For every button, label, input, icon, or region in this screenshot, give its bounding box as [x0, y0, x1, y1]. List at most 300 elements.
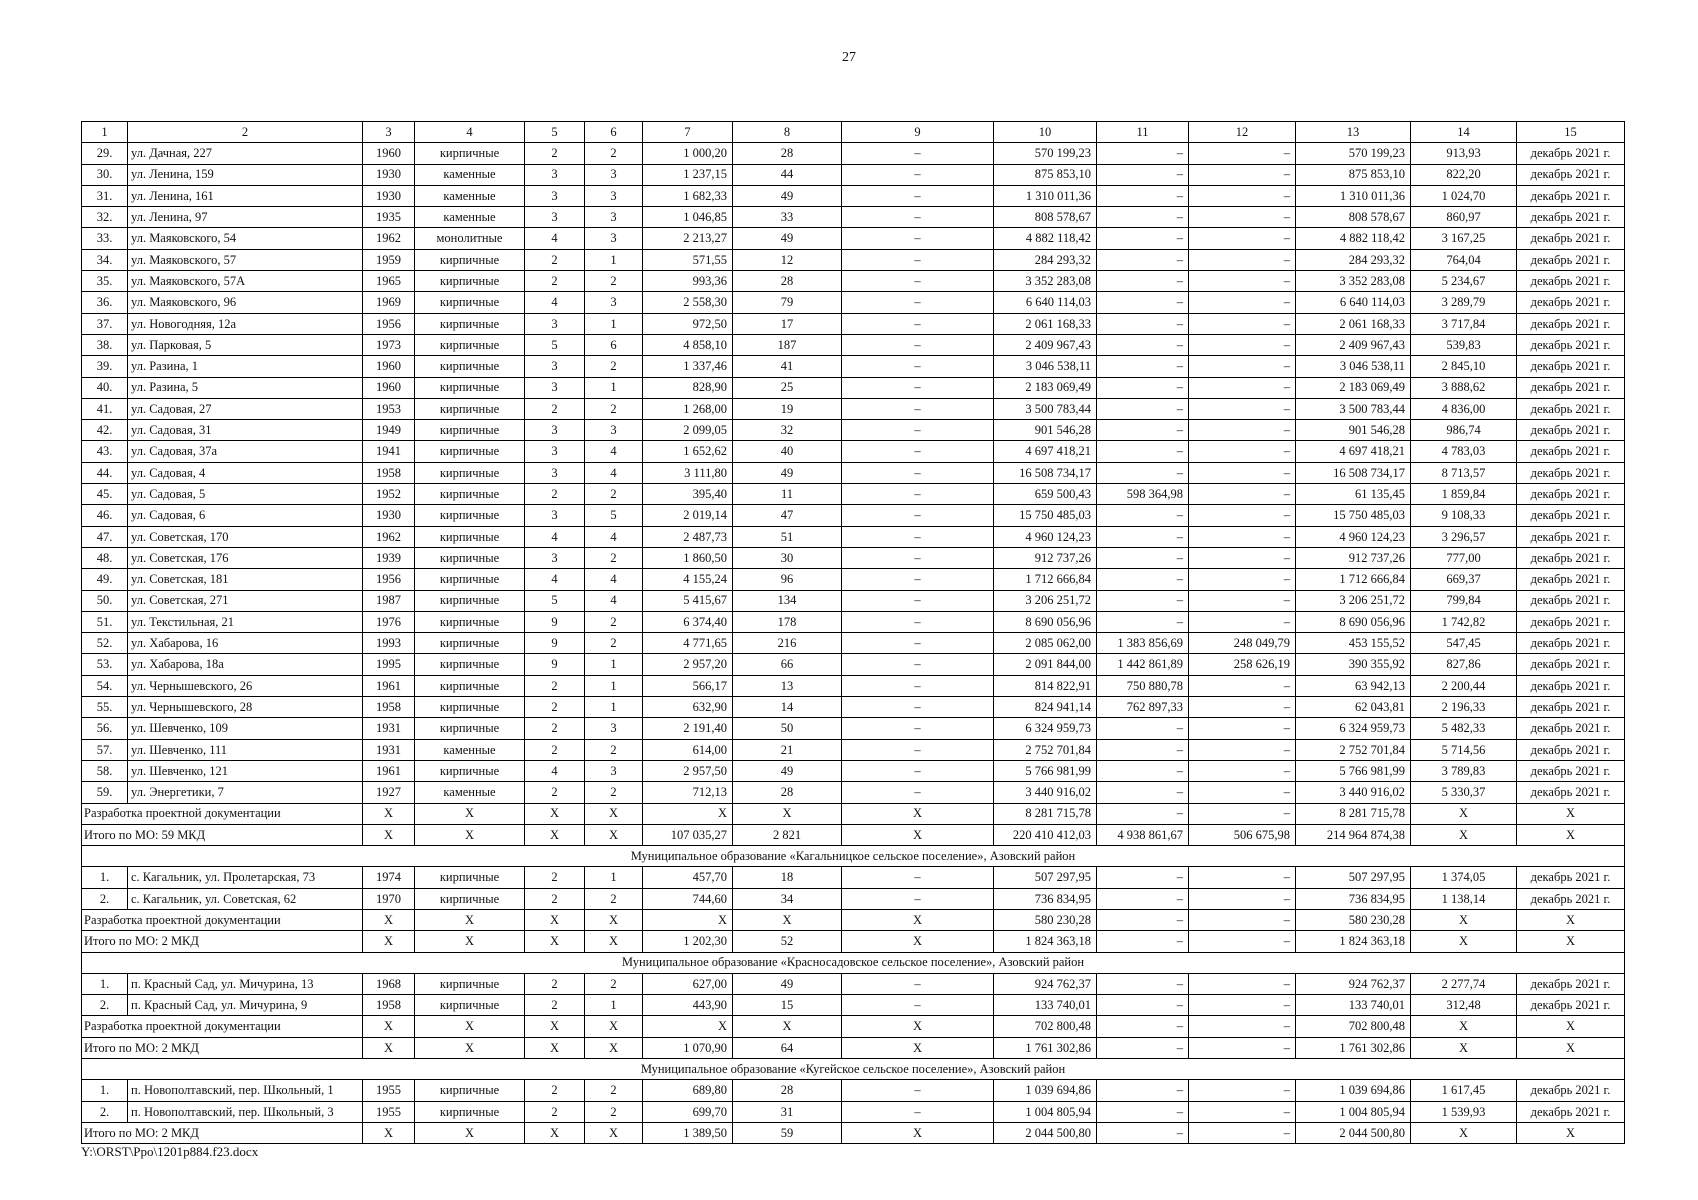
cell-col11: –	[1097, 143, 1189, 164]
cell-address: ул. Советская, 170	[128, 526, 363, 547]
cell-col13: 6 640 114,03	[1296, 292, 1411, 313]
cell-entrances: 2	[585, 547, 643, 568]
cell-address: ул. Парковая, 5	[128, 334, 363, 355]
cell-col12: –	[1189, 334, 1296, 355]
cell-unit-cost: 777,00	[1411, 547, 1517, 568]
cell-address: п. Новополтавский, пер. Школьный, 3	[128, 1101, 363, 1122]
cell-col12: –	[1189, 931, 1296, 952]
cell-residents: 178	[733, 611, 842, 632]
cell-col9: X	[842, 824, 994, 845]
cell-entrances: 3	[585, 718, 643, 739]
cell-material: каменные	[415, 207, 525, 228]
cell-col9: –	[842, 1080, 994, 1101]
cell-unit-cost: 822,20	[1411, 164, 1517, 185]
cell-col9: X	[842, 1016, 994, 1037]
table-row	[82, 739, 1625, 760]
cell-col9: X	[842, 803, 994, 824]
cell-address: ул. Ленина, 161	[128, 185, 363, 206]
cell-area: 2 487,73	[643, 526, 733, 547]
cell-col11: –	[1097, 1080, 1189, 1101]
cell-area: 712,13	[643, 782, 733, 803]
cell-col9: –	[842, 633, 994, 654]
cell-entrances: 5	[585, 505, 643, 526]
table-row	[82, 207, 1625, 228]
cell-deadline: декабрь 2021 г.	[1517, 995, 1625, 1016]
cell-unit-cost: 5 330,37	[1411, 782, 1517, 803]
cell-total-cost: 4 697 418,21	[994, 441, 1097, 462]
cell-material: кирпичные	[415, 334, 525, 355]
cell-col11: –	[1097, 931, 1189, 952]
cell-col13: 924 762,37	[1296, 973, 1411, 994]
cell-area: 395,40	[643, 484, 733, 505]
cell-col13: 2 183 069,49	[1296, 377, 1411, 398]
cell-num: 51.	[82, 611, 128, 632]
cell-entrances: 1	[585, 377, 643, 398]
cell-material: кирпичные	[415, 462, 525, 483]
cell-residents: 18	[733, 867, 842, 888]
cell-col11: –	[1097, 313, 1189, 334]
cell-area: 107 035,27	[643, 824, 733, 845]
cell-material: X	[415, 803, 525, 824]
summary-row	[82, 1016, 1625, 1037]
cell-year: 1930	[363, 164, 415, 185]
cell-residents: 96	[733, 569, 842, 590]
cell-residents: 64	[733, 1037, 842, 1058]
cell-unit-cost: 1 138,14	[1411, 888, 1517, 909]
cell-col13: 6 324 959,73	[1296, 718, 1411, 739]
cell-residents: 15	[733, 995, 842, 1016]
summary-label: Разработка проектной документации	[82, 909, 363, 930]
cell-col11: –	[1097, 249, 1189, 270]
cell-num: 43.	[82, 441, 128, 462]
cell-residents: 49	[733, 973, 842, 994]
cell-total-cost: 1 761 302,86	[994, 1037, 1097, 1058]
cell-col12: –	[1189, 143, 1296, 164]
cell-num: 59.	[82, 782, 128, 803]
cell-material: кирпичные	[415, 356, 525, 377]
cell-unit-cost: 3 296,57	[1411, 526, 1517, 547]
cell-col9: –	[842, 143, 994, 164]
cell-material: кирпичные	[415, 590, 525, 611]
cell-residents: 34	[733, 888, 842, 909]
summary-row	[82, 909, 1625, 930]
cell-col12: –	[1189, 718, 1296, 739]
cell-col9: –	[842, 249, 994, 270]
cell-total-cost: 924 762,37	[994, 973, 1097, 994]
cell-total-cost: 3 206 251,72	[994, 590, 1097, 611]
cell-col9: –	[842, 995, 994, 1016]
section-title: Муниципальное образование «Кагальницкое сельское поселение», Азовский район	[82, 846, 1625, 867]
cell-col11: –	[1097, 590, 1189, 611]
cell-deadline: X	[1517, 1016, 1625, 1037]
cell-unit-cost: X	[1411, 909, 1517, 930]
section-title: Муниципальное образование «Красносадовское сельское поселение», Азовский район	[82, 952, 1625, 973]
cell-col13: 901 546,28	[1296, 420, 1411, 441]
cell-col9: –	[842, 760, 994, 781]
cell-deadline: декабрь 2021 г.	[1517, 782, 1625, 803]
cell-material: кирпичные	[415, 611, 525, 632]
cell-floors: 2	[525, 718, 585, 739]
cell-deadline: X	[1517, 1037, 1625, 1058]
cell-year: 1960	[363, 143, 415, 164]
cell-unit-cost: 8 713,57	[1411, 462, 1517, 483]
table-row	[82, 718, 1625, 739]
cell-col13: 4 882 118,42	[1296, 228, 1411, 249]
cell-unit-cost: 3 289,79	[1411, 292, 1517, 313]
cell-total-cost: 3 440 916,02	[994, 782, 1097, 803]
column-header-6: 6	[585, 122, 643, 143]
cell-deadline: декабрь 2021 г.	[1517, 1101, 1625, 1122]
cell-col11: –	[1097, 611, 1189, 632]
cell-year: X	[363, 824, 415, 845]
table-row	[82, 1101, 1625, 1122]
cell-unit-cost: 669,37	[1411, 569, 1517, 590]
cell-total-cost: 220 410 412,03	[994, 824, 1097, 845]
cell-total-cost: 1 310 011,36	[994, 185, 1097, 206]
cell-col9: –	[842, 547, 994, 568]
cell-col12: –	[1189, 547, 1296, 568]
cell-unit-cost: 312,48	[1411, 995, 1517, 1016]
cell-address: ул. Ленина, 97	[128, 207, 363, 228]
cell-num: 36.	[82, 292, 128, 313]
cell-address: ул. Садовая, 6	[128, 505, 363, 526]
cell-col12: –	[1189, 909, 1296, 930]
cell-col12: –	[1189, 377, 1296, 398]
cell-area: 699,70	[643, 1101, 733, 1122]
cell-deadline: декабрь 2021 г.	[1517, 185, 1625, 206]
cell-material: кирпичные	[415, 292, 525, 313]
cell-material: кирпичные	[415, 398, 525, 419]
cell-col12: –	[1189, 867, 1296, 888]
cell-residents: 31	[733, 1101, 842, 1122]
cell-floors: 2	[525, 1101, 585, 1122]
cell-deadline: декабрь 2021 г.	[1517, 228, 1625, 249]
cell-col9: –	[842, 334, 994, 355]
cell-col12: –	[1189, 888, 1296, 909]
summary-label: Итого по МО: 2 МКД	[82, 1037, 363, 1058]
cell-col13: 62 043,81	[1296, 697, 1411, 718]
cell-material: кирпичные	[415, 697, 525, 718]
cell-col12: –	[1189, 249, 1296, 270]
table-row	[82, 1080, 1625, 1101]
cell-col11: –	[1097, 782, 1189, 803]
cell-unit-cost: 1 024,70	[1411, 185, 1517, 206]
cell-address: ул. Маяковского, 54	[128, 228, 363, 249]
cell-area: 1 000,20	[643, 143, 733, 164]
cell-total-cost: 15 750 485,03	[994, 505, 1097, 526]
cell-floors: 4	[525, 760, 585, 781]
cell-address: ул. Хабарова, 16	[128, 633, 363, 654]
cell-unit-cost: 9 108,33	[1411, 505, 1517, 526]
cell-entrances: 1	[585, 249, 643, 270]
cell-col9: –	[842, 207, 994, 228]
cell-address: ул. Садовая, 31	[128, 420, 363, 441]
cell-year: 1958	[363, 995, 415, 1016]
cell-floors: 3	[525, 505, 585, 526]
cell-residents: 21	[733, 739, 842, 760]
cell-col11: –	[1097, 888, 1189, 909]
table-row	[82, 760, 1625, 781]
cell-col11: 1 383 856,69	[1097, 633, 1189, 654]
cell-entrances: 4	[585, 462, 643, 483]
cell-deadline: декабрь 2021 г.	[1517, 547, 1625, 568]
table-row	[82, 185, 1625, 206]
cell-col13: 63 942,13	[1296, 675, 1411, 696]
cell-entrances: 2	[585, 739, 643, 760]
cell-col11: –	[1097, 569, 1189, 590]
cell-deadline: декабрь 2021 г.	[1517, 633, 1625, 654]
cell-total-cost: 2 061 168,33	[994, 313, 1097, 334]
cell-num: 40.	[82, 377, 128, 398]
cell-col13: 570 199,23	[1296, 143, 1411, 164]
cell-entrances: 2	[585, 782, 643, 803]
cell-num: 57.	[82, 739, 128, 760]
cell-year: 1960	[363, 377, 415, 398]
table-row	[82, 164, 1625, 185]
cell-unit-cost: 1 539,93	[1411, 1101, 1517, 1122]
cell-unit-cost: 2 200,44	[1411, 675, 1517, 696]
cell-year: X	[363, 909, 415, 930]
cell-year: X	[363, 1016, 415, 1037]
cell-entrances: 2	[585, 888, 643, 909]
cell-deadline: X	[1517, 824, 1625, 845]
cell-floors: 2	[525, 782, 585, 803]
cell-col11: –	[1097, 526, 1189, 547]
cell-col9: X	[842, 1037, 994, 1058]
cell-col13: 5 766 981,99	[1296, 760, 1411, 781]
cell-residents: 25	[733, 377, 842, 398]
cell-material: X	[415, 1122, 525, 1143]
cell-entrances: 3	[585, 292, 643, 313]
cell-residents: 28	[733, 782, 842, 803]
cell-material: каменные	[415, 185, 525, 206]
cell-residents: 19	[733, 398, 842, 419]
cell-floors: 2	[525, 995, 585, 1016]
cell-col9: –	[842, 697, 994, 718]
cell-col12: –	[1189, 973, 1296, 994]
cell-entrances: 2	[585, 973, 643, 994]
section-header-row	[82, 1059, 1625, 1080]
cell-area: 828,90	[643, 377, 733, 398]
cell-area: 5 415,67	[643, 590, 733, 611]
cell-deadline: декабрь 2021 г.	[1517, 654, 1625, 675]
cell-col11: –	[1097, 909, 1189, 930]
cell-col12: 248 049,79	[1189, 633, 1296, 654]
cell-floors: 3	[525, 164, 585, 185]
cell-unit-cost: 4 836,00	[1411, 398, 1517, 419]
cell-address: ул. Шевченко, 109	[128, 718, 363, 739]
cell-year: X	[363, 1037, 415, 1058]
cell-entrances: 2	[585, 271, 643, 292]
cell-floors: 2	[525, 867, 585, 888]
cell-deadline: декабрь 2021 г.	[1517, 292, 1625, 313]
cell-deadline: декабрь 2021 г.	[1517, 569, 1625, 590]
cell-area: 6 374,40	[643, 611, 733, 632]
cell-col12: –	[1189, 228, 1296, 249]
cell-total-cost: 284 293,32	[994, 249, 1097, 270]
cell-area: 2 191,40	[643, 718, 733, 739]
cell-year: 1952	[363, 484, 415, 505]
cell-year: 1956	[363, 569, 415, 590]
cell-col12: –	[1189, 462, 1296, 483]
summary-label: Итого по МО: 59 МКД	[82, 824, 363, 845]
cell-col11: –	[1097, 356, 1189, 377]
cell-unit-cost: 764,04	[1411, 249, 1517, 270]
cell-address: ул. Маяковского, 57А	[128, 271, 363, 292]
cell-col9: –	[842, 313, 994, 334]
summary-label: Итого по МО: 2 МКД	[82, 1122, 363, 1143]
cell-total-cost: 2 085 062,00	[994, 633, 1097, 654]
cell-col9: X	[842, 931, 994, 952]
cell-col12: –	[1189, 590, 1296, 611]
cell-material: кирпичные	[415, 249, 525, 270]
cell-residents: 79	[733, 292, 842, 313]
cell-year: 1927	[363, 782, 415, 803]
cell-material: кирпичные	[415, 441, 525, 462]
cell-year: 1956	[363, 313, 415, 334]
cell-residents: 216	[733, 633, 842, 654]
cell-col12: –	[1189, 760, 1296, 781]
cell-col11: –	[1097, 185, 1189, 206]
cell-entrances: 2	[585, 1101, 643, 1122]
cell-deadline: декабрь 2021 г.	[1517, 334, 1625, 355]
cell-unit-cost: 547,45	[1411, 633, 1517, 654]
cell-entrances: 2	[585, 398, 643, 419]
cell-entrances: X	[585, 803, 643, 824]
cell-entrances: 4	[585, 590, 643, 611]
cell-num: 34.	[82, 249, 128, 270]
cell-total-cost: 1 004 805,94	[994, 1101, 1097, 1122]
cell-material: кирпичные	[415, 505, 525, 526]
table-row	[82, 590, 1625, 611]
cell-area: 4 155,24	[643, 569, 733, 590]
cell-col13: 1 761 302,86	[1296, 1037, 1411, 1058]
cell-area: 2 213,27	[643, 228, 733, 249]
cell-year: X	[363, 931, 415, 952]
cell-floors: 2	[525, 973, 585, 994]
cell-unit-cost: 986,74	[1411, 420, 1517, 441]
cell-num: 58.	[82, 760, 128, 781]
cell-material: кирпичные	[415, 654, 525, 675]
cell-deadline: декабрь 2021 г.	[1517, 888, 1625, 909]
cell-address: ул. Советская, 176	[128, 547, 363, 568]
cell-address: ул. Шевченко, 111	[128, 739, 363, 760]
cell-material: кирпичные	[415, 995, 525, 1016]
cell-floors: 3	[525, 185, 585, 206]
cell-col9: –	[842, 867, 994, 888]
cell-year: 1961	[363, 760, 415, 781]
cell-area: X	[643, 1016, 733, 1037]
cell-area: 1 046,85	[643, 207, 733, 228]
cell-num: 41.	[82, 398, 128, 419]
cell-num: 2.	[82, 1101, 128, 1122]
cell-col13: 4 960 124,23	[1296, 526, 1411, 547]
cell-entrances: X	[585, 824, 643, 845]
cell-residents: 187	[733, 334, 842, 355]
cell-year: 1939	[363, 547, 415, 568]
cell-deadline: декабрь 2021 г.	[1517, 249, 1625, 270]
cell-col11: –	[1097, 377, 1189, 398]
cell-material: X	[415, 824, 525, 845]
cell-area: X	[643, 909, 733, 930]
cell-year: 1930	[363, 185, 415, 206]
cell-floors: 2	[525, 143, 585, 164]
cell-total-cost: 570 199,23	[994, 143, 1097, 164]
cell-unit-cost: 1 374,05	[1411, 867, 1517, 888]
cell-total-cost: 4 960 124,23	[994, 526, 1097, 547]
cell-entrances: 3	[585, 228, 643, 249]
cell-year: 1930	[363, 505, 415, 526]
file-path-footer: Y:\ORST\Ppo\1201p884.f23.docx	[81, 1144, 259, 1159]
cell-col11: –	[1097, 803, 1189, 824]
cell-residents: 50	[733, 718, 842, 739]
cell-unit-cost: X	[1411, 803, 1517, 824]
cell-residents: 28	[733, 1080, 842, 1101]
cell-col11: –	[1097, 334, 1189, 355]
cell-year: 1958	[363, 462, 415, 483]
cell-floors: X	[525, 803, 585, 824]
cell-col9: –	[842, 782, 994, 803]
cell-floors: 2	[525, 398, 585, 419]
cell-floors: 4	[525, 292, 585, 313]
cell-total-cost: 5 766 981,99	[994, 760, 1097, 781]
cell-col12: –	[1189, 697, 1296, 718]
cell-entrances: 3	[585, 420, 643, 441]
cell-year: 1955	[363, 1101, 415, 1122]
cell-entrances: 3	[585, 164, 643, 185]
cell-floors: 5	[525, 334, 585, 355]
column-header-10: 10	[994, 122, 1097, 143]
cell-year: 1993	[363, 633, 415, 654]
cell-num: 52.	[82, 633, 128, 654]
column-header-3: 3	[363, 122, 415, 143]
cell-col11: –	[1097, 164, 1189, 185]
cell-area: 993,36	[643, 271, 733, 292]
cell-address: ул. Маяковского, 96	[128, 292, 363, 313]
cell-col9: –	[842, 228, 994, 249]
cell-col9: –	[842, 441, 994, 462]
cell-col12: –	[1189, 398, 1296, 419]
cell-entrances: 2	[585, 633, 643, 654]
cell-col11: –	[1097, 420, 1189, 441]
column-header-8: 8	[733, 122, 842, 143]
cell-area: 1 237,15	[643, 164, 733, 185]
cell-residents: 28	[733, 143, 842, 164]
cell-col11: 762 897,33	[1097, 697, 1189, 718]
cell-entrances: X	[585, 1016, 643, 1037]
cell-area: 571,55	[643, 249, 733, 270]
cell-col12: –	[1189, 441, 1296, 462]
cell-num: 55.	[82, 697, 128, 718]
cell-col13: 3 440 916,02	[1296, 782, 1411, 803]
cell-area: 2 957,20	[643, 654, 733, 675]
cell-floors: 3	[525, 441, 585, 462]
cell-col13: 214 964 874,38	[1296, 824, 1411, 845]
cell-col13: 2 061 168,33	[1296, 313, 1411, 334]
cell-entrances: X	[585, 909, 643, 930]
column-header-11: 11	[1097, 122, 1189, 143]
cell-col13: 2 409 967,43	[1296, 334, 1411, 355]
cell-area: 2 019,14	[643, 505, 733, 526]
cell-year: 1959	[363, 249, 415, 270]
summary-row	[82, 931, 1625, 952]
cell-deadline: декабрь 2021 г.	[1517, 143, 1625, 164]
cell-deadline: декабрь 2021 г.	[1517, 377, 1625, 398]
cell-col13: 8 690 056,96	[1296, 611, 1411, 632]
table-row	[82, 867, 1625, 888]
cell-col12: –	[1189, 782, 1296, 803]
cell-total-cost: 2 044 500,80	[994, 1122, 1097, 1143]
